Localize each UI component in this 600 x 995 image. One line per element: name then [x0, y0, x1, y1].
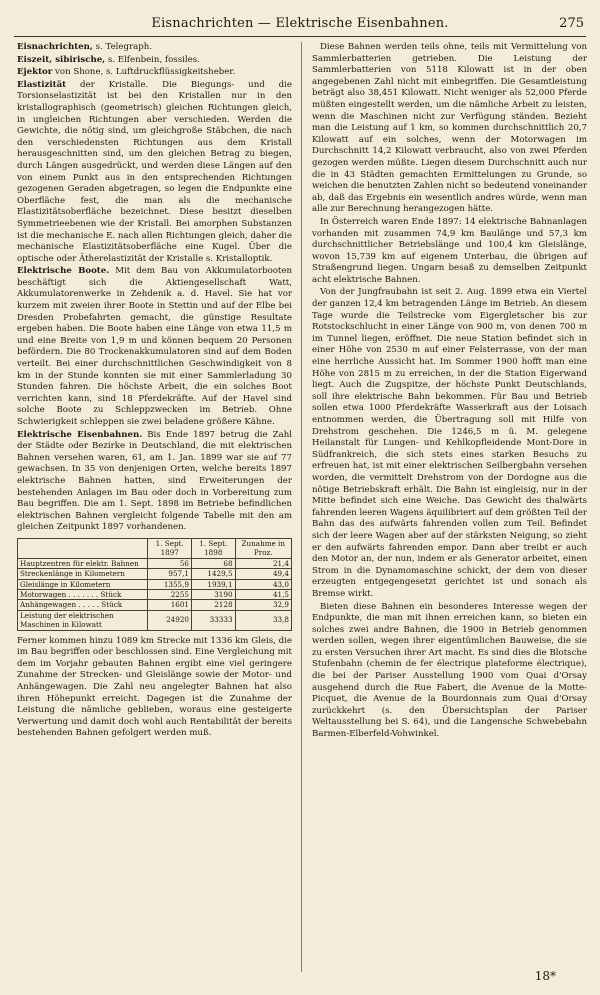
increase-percent: 32,9	[235, 600, 291, 610]
running-title: Eisnachrichten — Elektrische Eisenbahnen.	[151, 16, 449, 31]
table-row	[18, 610, 292, 630]
increase-percent: 43,0	[235, 579, 291, 589]
row-label: Streckenlänge in Kilometern	[18, 569, 148, 579]
headword: Eiszeit, sibirische,	[17, 54, 106, 65]
entry-elektrische-boote	[17, 266, 292, 428]
table-row	[18, 558, 292, 568]
value-1897: 56	[148, 558, 192, 568]
column-divider	[301, 42, 302, 972]
entry-text: s. Telegraph.	[92, 42, 152, 52]
increase-percent: 49,4	[235, 569, 291, 579]
value-1898: 3190	[191, 589, 235, 599]
running-header	[14, 14, 586, 37]
value-1897: 1601	[148, 600, 192, 610]
value-1897: 24920	[148, 610, 192, 630]
paragraph: In Österreich waren Ende 1897: 14 elektrische Bahnanlagen vorhanden mit zusammen 74,9 km Baulänge und 57,3 km durchschnittlicher Betriebslänge und 100,4 km Gleislänge, wovon 15,739 km auf eigenem Unterbau, die übrigen auf Straßengrund liegen. Ungarn besaß zu demselben Zeitpunkt acht elektrische Bahnen.	[312, 216, 587, 285]
row-label: Anhängewagen . . . . . Stück	[18, 600, 148, 610]
row-label: Motorwagen . . . . . . . Stück	[18, 589, 148, 599]
headword: Elektrische Eisenbahnen.	[17, 429, 143, 440]
entry-text: Mit dem Bau von Akkumulatorbooten beschäftigt sich die Aktiengesellschaft Watt, Akkumulatorenwerke in Zehdenik a. d. Havel. Sie hat vor kurzem mit zweien ihrer Boote in Stettin und auf der Elbe bei Dresden Probefahrten gemacht, die günstige Resultate ergeben haben. Die Boote haben eine Länge von etwa 11,5 m und eine Breite von 1,9 m und können bequem 20 Personen befördern. Die 80 Trockenakkumulatoren sind auf dem Boden verteilt. Bei einer durchschnittlichen Geschwindigkeit von 8 km in der Stunde konnten sie mit einer Sammlerladung 30 Stunden fahren. Die höchste Arbeit, die ein solches Boot verrichten kann, sind 18 Pferdekräfte. Auf der Havel sind solche Boote zu Schleppzwecken im Betrieb. Ohne Schwierigkeit schleppen sie zwei beladene größere Kähne.	[17, 266, 292, 427]
value-1897: 2255	[148, 589, 192, 599]
railway-statistics-table	[17, 538, 292, 631]
headword: Ejektor	[17, 67, 53, 78]
value-1898: 2128	[191, 600, 235, 610]
table-header-row	[18, 538, 292, 558]
entry-ejektor	[17, 67, 292, 79]
value-1898: 1939,1	[191, 579, 235, 589]
table-row	[18, 579, 292, 589]
headword: Elektrische Boote.	[17, 266, 110, 277]
entry-text: von Shone, s. Luftdruckflüssigkeitsheber.	[52, 67, 236, 78]
headword: Elastizität	[17, 79, 67, 90]
table-header-cell: 1. Sept. 1897	[148, 538, 192, 558]
headword: Eisnachrichten,	[17, 42, 93, 52]
right-column	[312, 42, 587, 742]
table-row	[18, 589, 292, 599]
entry-text: der Kristalle. Die Biegungs- und die Torsionselastizität ist bei den Kristallen nur in den kristallographisch (geometrisch) gleichen Richtungen gleich, in ungleichen Richtungen aber verschieden. Werden die Gewichte, die nötig sind, um gleichgroße Stäbchen, die nach den verschiedensten Richtungen aus dem Kristall herausgeschnitten sind, um den gleichen Betrag zu biegen, durch Längen ausgedrückt, und werden diese Längen auf den von einem Punkt aus in den entsprechenden Richtungen gezogenen Geraden abgetragen, so legen die Endpunkte eine Oberfläche fest, die man als die mechanische Elastizitätsoberfläche bezeichnet. Diese besitzt dieselben Symmetrieebenen wie der Kristall. Bei amorphen Substanzen ist die mechanische E. nach allen Richtungen gleich, daher die mechanische Elastizitätsoberfläche eine Kugel. Über die optische oder Ätherelastizität der Kristalle s. Kristalloptik.	[17, 79, 292, 264]
page-number: 275	[559, 16, 584, 31]
entry-elektrische-eisenbahnen	[17, 430, 292, 534]
row-label: Leistung der elektrischen Maschinen in Kilowatt	[18, 610, 148, 630]
value-1897: 1355,9	[148, 579, 192, 589]
entry-text: Bis Ende 1897 betrug die Zahl der Städte oder Bezirke in Deutschland, die mit elektrischen Bahnen versehen waren, 61, am 1. Jan. 1899 war sie auf 77 gewachsen. In 35 von denjenigen Orten, welche bereits 1897 elektrische Bahnen hatten, sind Erweiterungen der bestehenden Anlagen im Bau oder doch in Vorbereitung zum Bau begriffen. Die am 1. Sept. 1898 im Betriebe befindlichen elektrischen Bahnen vergleicht folgende Tabelle mit den am gleichen Zeitpunkt 1897 vorhandenen.	[17, 429, 292, 533]
entry-eiszeit	[17, 55, 292, 67]
paragraph: Diese Bahnen werden teils ohne, teils mit Vermittelung von Sammlerbatterien getrieben. Die Leistung der Sammlerbatterien von 5118 Kilowatt ist in der oben angegebenen Zahl nicht mit einbegriffen. Die Gesamtleistung beträgt also 38,451 Kilowatt. Nicht weniger als 52,000 Pferde müßten eingestellt werden, um die nämliche Arbeit zu leisten, wenn die Maschinen nicht zur Verfügung ständen. Bezieht man die Leistung auf 1 km, so kommen durchschnittlich 20,7 Kilowatt auf ein solches, wenn der Motorwagen im Durchschnitt 14,2 Kilowatt verbraucht, also von zwei Pferden gezogen werden müßte. Liegen diesem Durchschnitt auch nur die in 43 Städten gemachten Ermittelungen zu Grunde, so weichen die benutzten Zahlen nicht so bedeutend voneinander ab, daß das Ergebnis ein wesentlich andres würde, wenn man alle zur Berechnung herangezogen hätte.	[312, 42, 587, 215]
left-column	[17, 42, 292, 741]
table-header-cell	[18, 538, 148, 558]
row-label: Gleislänge in Kilometern	[18, 579, 148, 589]
value-1898: 68	[191, 558, 235, 568]
entry-elastizitaet	[17, 80, 292, 266]
table-row	[18, 600, 292, 610]
paragraph: Von der Jungfraubahn ist seit 2. Aug. 1899 etwa ein Viertel der ganzen 12,4 km betragenden Länge im Betrieb. An diesem Tage wurde die Teilstrecke vom Eigergletscher bis zur Rotstockschlucht in einer Länge von 900 m, von denen 700 m im Tunnel liegen, eröffnet. Die neue Station befindet sich in einer Höhe von 2530 m auf einer Felsterrasse, von der man eine herrliche Aussicht hat. Im Sommer 1900 hofft man eine Höhe von 2815 m zu erreichen, in der die Station Eigerwand liegt. Auch die Zugspitze, der höchste Punkt Deutschlands, soll ihre elektrische Bahn bekommen. Für Bau und Betrieb sollen etwa 1000 Pferdekräfte Wasserkraft aus der Loisach entnommen werden, die Übertragung soll mit Hilfe von Drehstrom geschehen. Die 1246,5 m ü. M. gelegene Heilanstalt für Lungen- und Kehlkopfleidende Mont-Dore in Südfrankreich, die sich stets eines starken Besuchs zu erfreuen hat, ist mit einer elektrischen Seilbergbahn versehen worden, die vermittelt Drehstrom von der Dordogne aus die nötige Betriebskraft erhält. Die Bahn ist eingleisig, nur in der Mitte befindet sich eine Weiche. Das Gewicht des thalwärts fahrenden leeren Wagens äquilibriert auf dem größten Teil der Bahn das des aufwärts fahrenden vollen zum Teil. Befindet sich der leere Wagen aber auf der stärksten Neigung, so zieht er den aufwärts fahrenden empor. Dann aber treibt er auch den Motor an, der nun, indem er als Generator arbeitet, einen Strom in die Dynamomaschine schickt, der dem von dieser erzeugten entgegengesetzt gerichtet ist und sonach als Bremse wirkt.	[312, 287, 587, 599]
value-1897: 957,1	[148, 569, 192, 579]
table-row	[18, 569, 292, 579]
increase-percent: 41,5	[235, 589, 291, 599]
row-label: Hauptzentren für elektr. Bahnen	[18, 558, 148, 568]
signature-mark: 18*	[534, 969, 556, 983]
table-header-cell: 1. Sept. 1898	[191, 538, 235, 558]
value-1898: 33333	[191, 610, 235, 630]
increase-percent: 33,8	[235, 610, 291, 630]
value-1898: 1429,5	[191, 569, 235, 579]
paragraph-after-table: Ferner kommen hinzu 1089 km Strecke mit 1336 km Gleis, die im Bau begriffen oder beschlossen sind. Eine Vergleichung mit dem im Vorjahr gebauten Bahnen ergibt eine viel geringere Zunahme der Strecken- und Gleislänge sowie der Motor- und Anhängewagen. Die Zahl neu angelegter Bahnen hat also ihren Höhepunkt erreicht. Dagegen ist die Zunahme der Leistung die nämliche geblieben, woraus eine gesteigerte Verwertung und damit doch wohl auch Rentabilität der bereits bestehenden Bahnen gefolgert werden muß.	[17, 635, 292, 739]
entry-text: s. Elfenbein, fossiles.	[105, 54, 200, 65]
table-header-cell: Zunahme in Proz.	[235, 538, 291, 558]
increase-percent: 21,4	[235, 558, 291, 568]
paragraph: Bieten diese Bahnen ein besonderes Interesse wegen der Endpunkte, die man mit ihnen erreichen kann, so bieten ein solches zwei andre Bahnen, die 1900 in Betrieb genommen werden sollen, wegen ihrer eigentümlichen Bauweise, die sie zu ersten Versuchen ihrer Art macht. Es sind dies die Blotsche Stufenbahn (chemin de fer électrique plateforme électrique), die bei der Pariser Ausstellung 1900 vom Quai d'Orsay ausgehend durch die Rue Fabert, die Avenue de la Motte-Picquet, die Avenue de la Bourdonnais zum Quai d'Orsay zurückkehrt (s. den Übersichtsplan der Pariser Weltausstellung bei S. 64), und die Langensche Schwebebahn Barmen-Elberfeld-Vohwinkel.	[312, 601, 587, 740]
entry-eisnachrichten	[17, 42, 292, 54]
